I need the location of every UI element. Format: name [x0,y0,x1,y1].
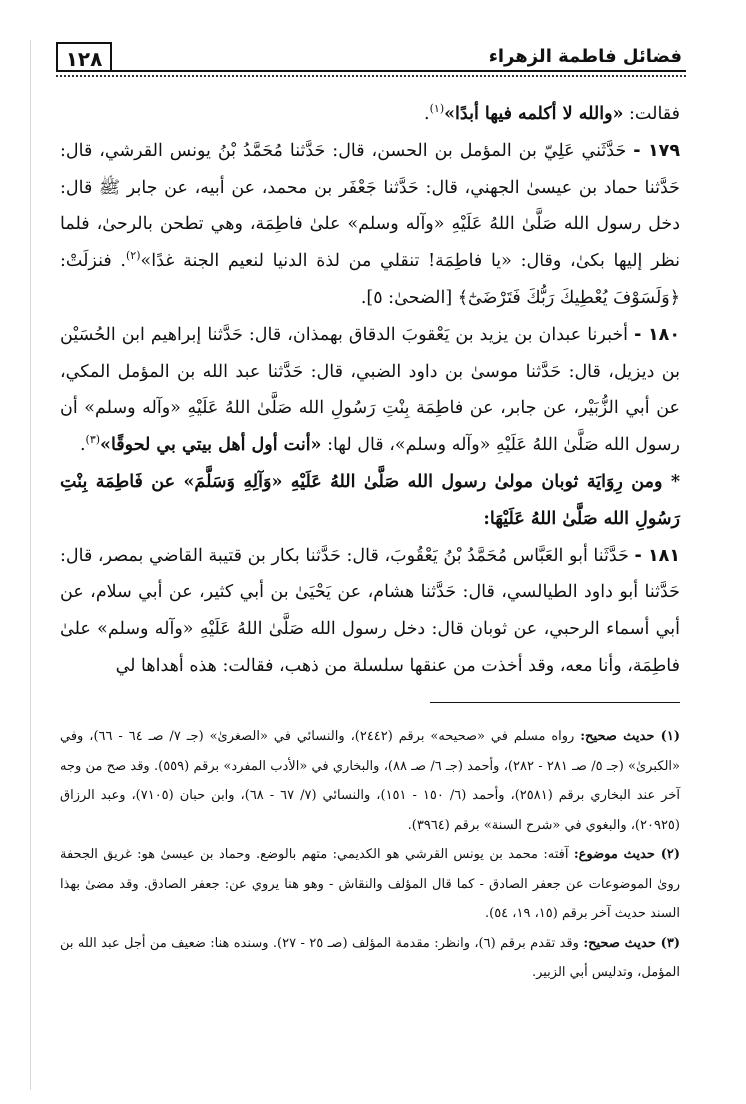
text-run: فقالت: [623,104,680,124]
footnote-label: (٣) حديث صحيح: [583,935,680,951]
hadith-text: حَدَّثَنا أبو العَبَّاس مُحَمَّدُ بْنُ يَعْقُوبَ، قال: حَدَّثنا بكار بن قتيبة القاضي بمصر، قال: حَدَّثنا أبو داود الطيالسي، قال: حَدَّثنا هشام، عن يَحْيَىٰ بن أبي كثير، عن أبي سلام، عن أبي أسماء الرحبي، عن ثوبان قال: دخل رسول الله صَلَّىٰ اللهُ عَلَيْهِ «وآله وسلم» علىٰ فاطِمَة، وأنا معه، وقد أخذت من عنقها سلسلة من ذهب، فقالت: هذه أهداها لي [60,545,680,676]
page-header [56,42,686,78]
main-text [60,96,680,685]
paragraph-continuation [60,96,680,133]
hadith-text: حَدَّثَني عَلِيّ بن المؤمل بن الحسن، قال: حَدَّثنا مُحَمَّدُ بْنُ يونس القرشي، قال: حَدَّثنا حماد بن عيسىٰ الجهني، قال: حَدَّثنا جَعْفَر بن محمد، عن أبيه، عن جابر ﷺ قال: دخل رسول الله صَلَّىٰ اللهُ عَلَيْهِ «وآله وسلم» علىٰ فاطِمَة، وهي تطحن بالرحىٰ، فلما نظر إليها بكىٰ، وقال: «يا فاطِمَة! تنقلي من لذة الدنيا لنعيم الجنة غدًا» [60,140,680,272]
footnote-label: (٢) حديث موضوع: [573,847,681,862]
hadith-number: ١٨٠ - [634,324,680,345]
footnote-ref-3: (٣) [85,433,101,447]
footnote-ref-1: (١) [429,102,445,116]
footnote-separator [430,702,680,703]
quran-verse: . فنزلَتْ: ﴿وَلَسَوْفَ يُعْطِيكَ رَبُّكَ فَتَرْضَىٰٓ﴾ [الضحىٰ: ٥]. [60,251,680,308]
header-dotted-rule [56,75,686,77]
footnote-3 [60,929,680,988]
quote: «أنت أول أهل بيتي بي لحوقًا» [100,435,322,456]
footnote-text: آفته: محمد بن يونس القرشي هو الكديمي: متهم بالوضع. وحماد بن عيسىٰ هو: غريق الجحفة روىٰ الموضوعات عن جعفر الصادق - كما قال المؤلف والنقاش - وهو هنا يروي عن: جعفر الصادق. وقد مضىٰ بهذا السند حديث آخر برقم (١٥، ١٩، ٥٤). [60,847,680,921]
text-run: . [79,435,86,456]
quote: «والله لا أكلمه فيها أبدًا» [444,104,624,124]
header-rule [56,70,686,72]
hadith-180 [60,317,680,464]
hadith-number: ١٧٩ - [633,140,681,161]
footnote-ref-2: (٢) [125,249,141,263]
footnote-2 [60,840,680,929]
page-edge-line [30,40,31,1090]
footnote-text: رواه مسلم في «صحيحه» برقم (٢٤٤٢)، والنسائي في «الصغرىٰ» (جـ ٧/ صـ ٦٤ - ٦٦)، وفي «الكبرىٰ» (جـ ٥/ صـ ٢٨١ - ٢٨٢)، وأحمد (جـ ٦/ صـ ٨٨)، والبخاري في «الأدب المفرد» برقم (٥٥٩). وقد صح من وجه آخر عند البخاري برقم (٢٥٨١)، وأحمد (٦/ ١٥٠ - ١٥١)، والنسائي (٧/ ٦٧ - ٦٨)، وابن حبان (٧١٠٥)، وعبد الرزاق (٢٠٩٢٥)، والبغوي في «شرح السنة» برقم (٣٩٦٤). [60,729,680,833]
running-title: فضائل فاطمة الزهراء [488,46,682,67]
hadith-179 [60,133,680,317]
text-run: . [424,104,430,124]
hadith-text: أخبرنا عبدان بن يزيد بن يَعْقوبَ الدقاق بهمذان، قال: حَدَّثنا إبراهيم ابن الحُسَيْن بن ديزيل، قال: حَدَّثنا موسىٰ بن داود الضبي، قال: حَدَّثنا عبد الله بن المؤمل المكي، عن أبي الزُّبَيْر، عن جابر، عن فاطِمَة بِنْتِ رَسُولِ الله صَلَّىٰ اللهُ عَلَيْهِ «وآله وسلم» أن رسول الله صَلَّىٰ اللهُ عَلَيْهِ «وآله وسلم»، قال لها: [60,324,680,456]
page-number: ١٢٨ [56,42,112,72]
hadith-number: ١٨١ - [634,545,680,566]
footnotes [60,722,680,988]
footnote-1 [60,722,680,840]
footnote-text: وقد تقدم برقم (٦)، وانظر: مقدمة المؤلف (صـ ٢٥ - ٢٧). وسنده هنا: ضعيف من أجل عبد الله بن المؤمل، وتدليس أبي الزبير. [60,935,680,980]
section-heading: * ومن رِوَايَة ثوبان مولىٰ رسول الله صَلَّىٰ اللهُ عَلَيْهِ «وَآلِهِ وَسَلَّمَ» عن فَاطِمَة بِنْتِ رَسُولِ الله صَلَّىٰ اللهُ عَلَيْهَا: [60,471,680,529]
footnote-label: (١) حديث صحيح: [580,729,680,744]
hadith-181 [60,538,680,685]
